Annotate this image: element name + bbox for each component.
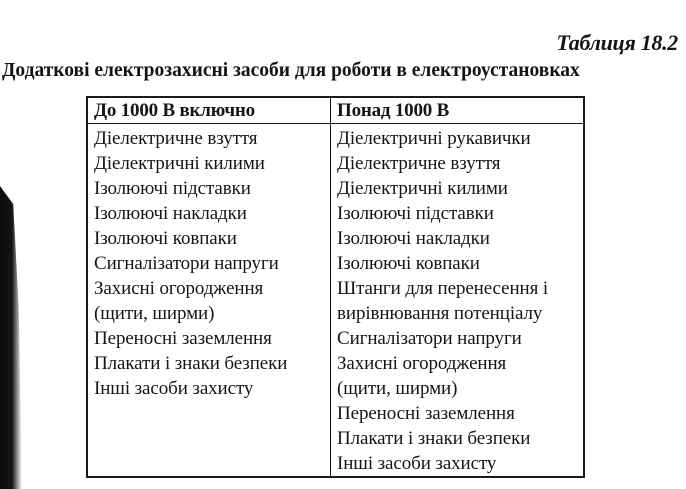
protective-means-table <box>86 96 585 478</box>
list-item: Діелектричні килими <box>337 178 508 199</box>
list-item: вирівнювання потенціалу <box>337 303 543 324</box>
list-item: Ізолюючі накладки <box>337 228 490 249</box>
list-item: Захисні огородження <box>94 278 264 299</box>
list-item: (щити, ширми) <box>337 378 458 399</box>
list-item: Діелектричне взуття <box>337 153 501 174</box>
list-item: Переносні заземлення <box>94 328 272 349</box>
list-item: Діелектричні килими <box>94 153 265 174</box>
list-item: Захисні огородження <box>337 353 507 374</box>
column-over-1000v <box>331 124 585 478</box>
table-header-row <box>87 97 584 124</box>
list-item: Інші засоби захисту <box>94 378 254 399</box>
list-item: Ізолюючі ковпаки <box>337 253 480 274</box>
list-item: Плакати і знаки безпеки <box>337 428 531 449</box>
column-header-up-to-1000v: До 1000 В включно <box>87 97 331 124</box>
list-item: Сигналізатори напруги <box>337 328 522 349</box>
list-item: Інші засоби захисту <box>337 453 497 474</box>
list-item: Плакати і знаки безпеки <box>94 353 288 374</box>
list-item: Переносні заземлення <box>337 403 515 424</box>
list-item: Штанги для перенесення і <box>337 278 549 299</box>
list-item: (щити, ширми) <box>94 303 215 324</box>
list-item: Ізолюючі накладки <box>94 203 247 224</box>
column-up-to-1000v <box>87 124 331 478</box>
table-caption: Таблиця 18.2 <box>556 30 678 55</box>
page-edge-shadow <box>0 186 22 489</box>
list-item: Сигналізатори напруги <box>94 253 279 274</box>
list-item: Ізолюючі ковпаки <box>94 228 237 249</box>
table-title: Додаткові електрозахисні засоби для роботи в електроустановках <box>2 60 580 81</box>
column-header-over-1000v: Понад 1000 В <box>331 97 585 124</box>
list-item: Діелектричне взуття <box>94 128 258 149</box>
list-item: Ізолюючі підставки <box>337 203 494 224</box>
list-item: Ізолюючі підставки <box>94 178 251 199</box>
list-item: Діелектричні рукавички <box>337 128 531 149</box>
table-body-row <box>87 124 584 478</box>
